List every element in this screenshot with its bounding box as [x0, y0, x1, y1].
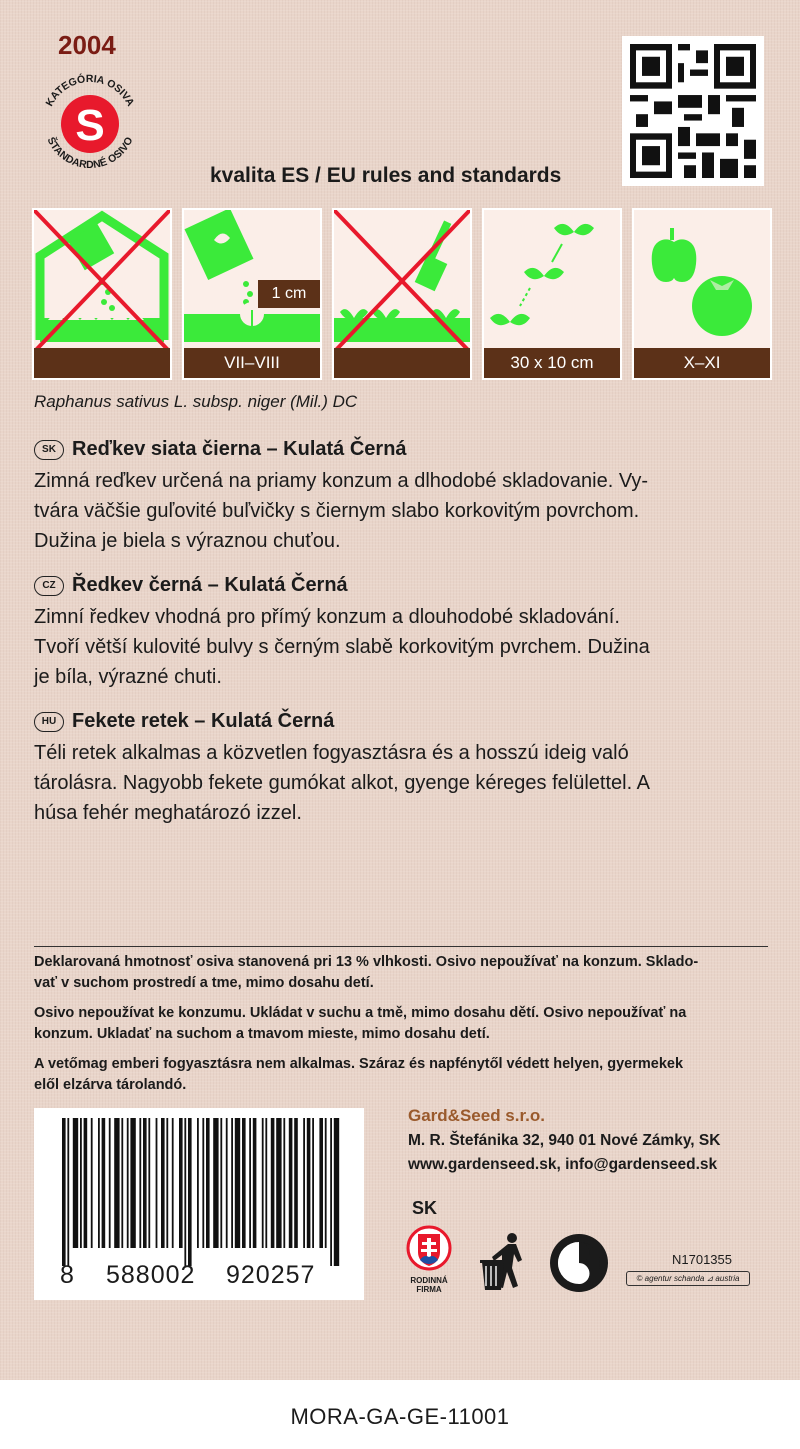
pictogram-spacing [482, 208, 622, 380]
company-contact[interactable]: www.gardenseed.sk, info@gardenseed.sk [408, 1156, 718, 1173]
body-line: je bíla, výrazné chuti. [34, 666, 222, 688]
barcode-bar [262, 1118, 264, 1248]
notice-line: vať v suchom prostredí a tme, mimo dosahu detí. [34, 975, 374, 991]
product-code: MORA-GA-GE-11001 [290, 1404, 510, 1429]
notice-line: Deklarovaná hmotnosť osiva stanovená pri 13 % vlhkosti. Osivo nepoužívať na konzum. Sklado- [34, 954, 699, 970]
green-dot-icon [548, 1232, 610, 1294]
section-body-hu [34, 738, 764, 828]
barcode-bar [121, 1118, 123, 1248]
barcode-bar [265, 1118, 267, 1248]
body-line: Dužina je biela s výraznou chuťou. [34, 530, 341, 552]
barcode-bar [172, 1118, 174, 1248]
pictogram-greenhouse [32, 208, 172, 380]
harvest-icon [634, 210, 770, 352]
category-year: 2004 [58, 30, 116, 60]
barcode-bar [184, 1118, 186, 1266]
pictogram-label: 30 x 10 cm [484, 348, 620, 378]
section-title-hu [34, 710, 334, 733]
pictogram-label: VII–VIII [184, 348, 320, 378]
barcode-bar [197, 1118, 199, 1248]
section-title-sk [34, 438, 407, 461]
section-body-sk [34, 466, 764, 556]
body-line: Zimná reďkev určená na priamy konzum a dlhodobé skladovanie. Vy- [34, 470, 649, 492]
barcode-bar [213, 1118, 218, 1248]
spacing-icon [484, 210, 620, 352]
barcode-bar [91, 1118, 93, 1248]
barcode-bar [102, 1118, 106, 1248]
seal-top-text: KATEGÓRIA OSIVA [43, 72, 137, 109]
barcode-bar [325, 1118, 327, 1248]
language-badge-cz: CZ [34, 576, 64, 596]
section-title: Fekete retek – Kulatá Černá [72, 710, 335, 732]
barcode-bar [253, 1118, 257, 1248]
sowing-depth-badge: 1 cm [258, 280, 320, 308]
barcode-bar [231, 1118, 233, 1248]
notice-hu [34, 1054, 764, 1096]
pictogram-label: X–XI [634, 348, 770, 378]
barcode-bar [114, 1118, 119, 1248]
barcode-bar [188, 1118, 192, 1266]
language-badge-sk: SK [34, 440, 64, 460]
greenhouse-sowing-icon [34, 210, 170, 352]
language-badge-hu: HU [34, 712, 64, 732]
divider [34, 946, 768, 947]
section-title-cz [34, 574, 348, 597]
barcode-bar [334, 1118, 339, 1266]
section-body-cz [34, 602, 764, 692]
barcode-bar [84, 1118, 88, 1248]
barcode-bar [148, 1118, 150, 1248]
pictogram-label [334, 348, 470, 378]
notice-sk [34, 952, 764, 994]
quality-statement: kvalita ES / EU rules and standards [210, 164, 562, 187]
barcode-bar [235, 1118, 240, 1248]
seal-bottom-text: ŠTANDARDNÉ OSIVO [44, 135, 136, 171]
pictogram-planting-out [332, 208, 472, 380]
barcode-bar [73, 1118, 78, 1248]
barcode-bar [294, 1118, 298, 1248]
section-title: Ředkev černá – Kulatá Černá [72, 574, 348, 596]
family-line: RODINNÁ [410, 1276, 448, 1285]
barcode-bar [80, 1118, 82, 1248]
qr-code-graphic [630, 44, 756, 178]
company-address: M. R. Štefánika 32, 940 01 Nové Zámky, SK [408, 1132, 721, 1149]
barcode-bar [312, 1118, 314, 1248]
barcode-bar [330, 1118, 332, 1266]
planting-out-icon [334, 210, 470, 352]
barcode-bar [307, 1118, 311, 1248]
seed-category-seal [30, 62, 150, 182]
barcode-bar [289, 1118, 293, 1248]
latin-name: Raphanus sativus L. subsp. niger (Mil.) DC [34, 392, 358, 411]
barcode-bar [98, 1118, 100, 1248]
barcode-bar [67, 1118, 69, 1266]
barcode-digits-right: 920257 [226, 1261, 316, 1289]
seal-letter: S [75, 101, 105, 150]
notice-line: A vetőmag emberi fogyasztásra nem alkalmas. Száraz és napfénytől védett helyen, gyermekek [34, 1056, 684, 1072]
barcode-bar [242, 1118, 246, 1248]
barcode-bar [130, 1118, 135, 1248]
notice-line: konzum. Ukladať na suchom a tmavom mieste, mimo dosahu detí. [34, 1026, 490, 1042]
barcode-digit-prefix: 8 [60, 1261, 74, 1289]
pictogram-harvest [632, 208, 772, 380]
slovak-shield-icon [406, 1222, 452, 1274]
ean-barcode [34, 1108, 364, 1300]
print-code: N1701355 [672, 1252, 732, 1267]
barcode-digits-left: 588002 [106, 1261, 196, 1289]
barcode-bar [62, 1118, 66, 1266]
company-name: Gard&Seed s.r.o. [408, 1106, 545, 1125]
barcode-bar [143, 1118, 147, 1248]
barcode-bar [220, 1118, 222, 1248]
family-line: FIRMA [416, 1285, 442, 1294]
barcode-bar [179, 1118, 183, 1248]
agency-label: © agentur schanda ⊿ austria [626, 1271, 750, 1286]
country-label: SK [412, 1198, 438, 1218]
barcode-bar [161, 1118, 165, 1248]
barcode-bar [206, 1118, 210, 1248]
tidyman-recycle-icon [478, 1232, 532, 1292]
notice-cz [34, 1003, 764, 1045]
barcode-bar [283, 1118, 285, 1248]
barcode-bars [34, 1118, 364, 1268]
barcode-bar [271, 1118, 275, 1248]
qr-code[interactable] [622, 36, 764, 186]
barcode-bar [109, 1118, 111, 1248]
barcode-bar [139, 1118, 141, 1248]
sowing-pictograms [32, 208, 772, 380]
barcode-bar [276, 1118, 281, 1248]
barcode-bar [303, 1118, 305, 1248]
barcode-bar [156, 1118, 158, 1248]
notice-line: elől elzárva tárolandó. [34, 1077, 187, 1093]
notice-line: Osivo nepoužívat ke konzumu. Ukládat v suchu a tmě, mimo dosahu dětí. Osivo nepoužívať na [34, 1005, 687, 1021]
body-line: tvára väčšie guľovité buľvičky s čiernym slabo korkovitým povrchom. [34, 500, 640, 522]
barcode-bar [166, 1118, 168, 1248]
barcode-bar [226, 1118, 228, 1248]
body-line: Tvoří větší kulovité bulvy s černým slabě korkovitým pvrchem. Dužina [34, 636, 650, 658]
body-line: Téli retek alkalmas a közvetlen fogyasztásra és a hosszú ideig való [34, 742, 629, 764]
family-business-label [406, 1276, 452, 1294]
barcode-bar [127, 1118, 129, 1248]
pictogram-label [34, 348, 170, 378]
body-line: tárolásra. Nagyobb fekete gumókat alkot, gyenge kéreges felülettel. A [34, 772, 650, 794]
body-line: húsa fehér meghatározó izzel. [34, 802, 302, 824]
barcode-bar [202, 1118, 204, 1248]
barcode-bar [319, 1118, 323, 1248]
body-line: Zimní ředkev vhodná pro přímý konzum a dlouhodobé skladování. [34, 606, 620, 628]
barcode-bar [249, 1118, 251, 1248]
section-title: Reďkev siata čierna – Kulatá Černá [72, 438, 407, 460]
